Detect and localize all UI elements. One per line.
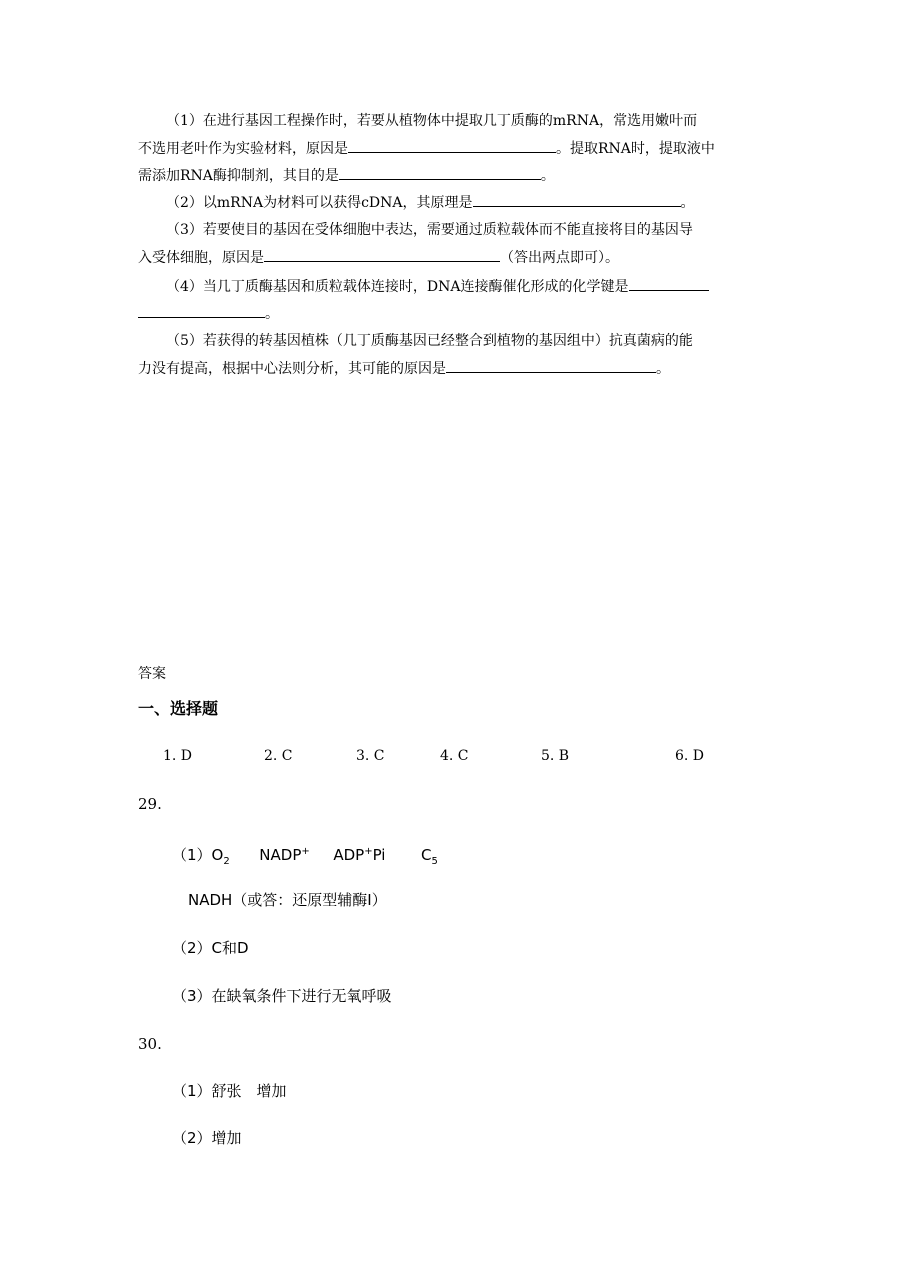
section-heading-choice: 一、选择题 [138,699,219,718]
q5-line2-tail: 。 [656,361,670,377]
q2-tail: 。 [680,195,695,211]
q1-line2-tail: 。提取RNA时，提取液中 [556,141,715,157]
mc-answer: 5. B [541,748,570,764]
answer-29-part1 [172,842,438,872]
q1-line2-text: 不选用老叶作为实验材料，原因是 [138,141,348,157]
answers-heading: 答案 [138,666,166,682]
q3-line2 [138,247,619,268]
q5-line2 [138,358,670,379]
q3-line1: （3）若要使目的基因在受体细胞中表达，需要通过质粒载体而不能直接将目的基因导 [166,222,693,238]
mc-answer: 3. C [356,748,385,764]
answer-30-part1: （1）舒张 增加 [172,1082,287,1100]
answer-30-number: 30. [138,1035,162,1053]
mc-answer: 2. C [264,748,293,764]
q3-line2-text: 入受体细胞，原因是 [138,250,264,266]
nadp-formula: NADP+ [259,846,310,864]
mc-answer: 4. C [440,748,469,764]
q4-tail: 。 [265,306,279,322]
answer-30-part2: （2）增加 [172,1129,242,1147]
q4-text: （4）当几丁质酶基因和质粒载体连接时，DNA连接酶催化形成的化学键是 [166,279,629,295]
q3-line2-tail: （答出两点即可）。 [500,250,619,266]
q2-text: （2）以mRNA为材料可以获得cDNA，其原理是 [166,195,473,211]
q4-line2 [138,303,279,324]
answer-blank [446,358,656,373]
q1-line3-text: 需添加RNA酶抑制剂，其目的是 [138,168,339,184]
adp-pi-formula: ADP+Pi [333,846,386,864]
answer-29-number: 29. [138,795,162,813]
mc-answer: 1. D [163,748,193,764]
answer-blank [629,276,709,291]
q1-line3-tail: 。 [540,168,555,184]
q5-line1: （5）若获得的转基因植株（几丁质酶基因已经整合到植物的基因组中）抗真菌病的能 [166,333,693,349]
q2-line [166,192,695,213]
o2-formula: $O_2$ [211,846,230,867]
answer-29-nadh: NADH（或答：还原型辅酶Ⅰ） [188,891,387,909]
q5-line2-text: 力没有提高，根据中心法则分析，其可能的原因是 [138,361,446,377]
answer-29-part3: （3）在缺氧条件下进行无氧呼吸 [172,987,392,1005]
answer-blank [264,247,500,262]
q1-line1: （1）在进行基因工程操作时，若要从植物体中提取几丁质酶的mRNA，常选用嫩叶而 [166,113,698,129]
q1-line3 [138,165,555,186]
q4-line1 [166,276,709,297]
answer-blank [473,192,681,207]
mc-answer: 6. D [675,748,705,764]
q1-line2 [138,138,715,159]
answer-blank [339,165,541,180]
answer-blank [138,303,265,318]
c5-formula: $C_5$ [421,846,438,867]
answer-29-part2: （2）C和D [172,939,249,957]
part-label: （1） [172,846,212,864]
answer-blank [348,138,556,153]
